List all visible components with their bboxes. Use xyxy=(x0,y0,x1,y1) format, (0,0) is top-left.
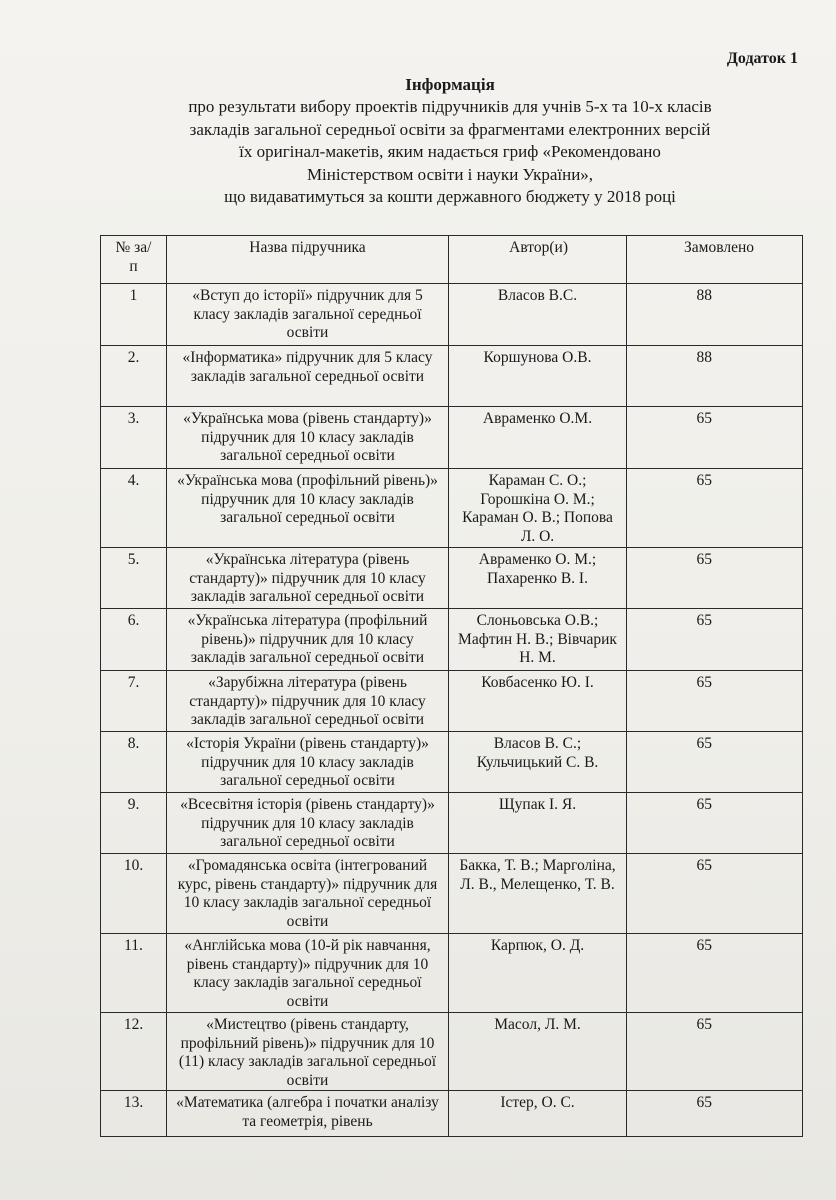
ordered-quantity: 65 xyxy=(627,934,803,1013)
textbook-authors: Карпюк, О. Д. xyxy=(449,934,627,1013)
textbook-title: «Всесвітня історія (рівень стандарту)» підручник для 10 класу закладів загальної середньої освіти xyxy=(167,793,449,854)
row-number: 11. xyxy=(101,934,167,1013)
textbook-title: «Українська мова (рівень стандарту)» підручник для 10 класу закладів загальної середньої освіти xyxy=(167,407,449,469)
ordered-quantity: 65 xyxy=(627,854,803,934)
row-number: 12. xyxy=(101,1013,167,1091)
textbook-title: «Зарубіжна література (рівень стандарту)» підручник для 10 класу закладів загальної середньої освіти xyxy=(167,671,449,732)
table-row xyxy=(101,469,803,548)
header-title: Назва підручника xyxy=(167,236,449,284)
textbook-title: «Інформатика» підручник для 5 класу закладів загальної середньої освіти xyxy=(167,346,449,407)
ordered-quantity: 65 xyxy=(627,548,803,609)
heading-line: закладів загальної середньої освіти за фрагментами електронних версій xyxy=(189,119,711,139)
table-row xyxy=(101,609,803,671)
textbook-authors: Масол, Л. М. xyxy=(449,1013,627,1091)
row-number: 9. xyxy=(101,793,167,854)
row-number: 2. xyxy=(101,346,167,407)
row-number: 6. xyxy=(101,609,167,671)
textbook-authors: Істер, О. С. xyxy=(449,1091,627,1137)
textbook-title: «Українська література (профільний рівень)» підручник для 10 класу закладів загальної середньої освіти xyxy=(167,609,449,671)
textbook-authors: Авраменко О.М. xyxy=(449,407,627,469)
textbook-title: «Математика (алгебра і початки аналізу та геометрія, рівень xyxy=(167,1091,449,1137)
table-row xyxy=(101,407,803,469)
textbook-title: «Українська література (рівень стандарту)» підручник для 10 класу закладів загальної середньої освіти xyxy=(167,548,449,609)
header-number: № за/п xyxy=(101,236,167,284)
ordered-quantity: 65 xyxy=(627,407,803,469)
heading-line: про результати вибору проектів підручників для учнів 5-х та 10-х класів xyxy=(188,97,712,117)
header-ordered: Замовлено xyxy=(627,236,803,284)
row-number: 10. xyxy=(101,854,167,934)
textbook-authors: Власов В. С.; Кульчицький С. В. xyxy=(449,732,627,793)
textbook-title: «Вступ до історії» підручник для 5 класу закладів загальної середньої освіти xyxy=(167,284,449,346)
ordered-quantity: 65 xyxy=(627,1013,803,1091)
ordered-quantity: 65 xyxy=(627,469,803,548)
row-number: 3. xyxy=(101,407,167,469)
table-row xyxy=(101,1013,803,1091)
heading-line: що видаватимуться за кошти державного бюджету у 2018 році xyxy=(224,187,676,207)
ordered-quantity: 88 xyxy=(627,284,803,346)
textbook-authors: Караман С. О.; Горошкіна О. М.; Караман О. В.; Попова Л. О. xyxy=(449,469,627,548)
textbook-title: «Мистецтво (рівень стандарту, профільний рівень)» підручник для 10 (11) класу закладів загальної середньої освіти xyxy=(167,1013,449,1091)
textbook-authors: Бакка, Т. В.; Марголіна, Л. В., Мелещенко, Т. В. xyxy=(449,854,627,934)
row-number: 5. xyxy=(101,548,167,609)
textbook-authors: Слоньовська О.В.; Мафтин Н. В.; Вівчарик Н. М. xyxy=(449,609,627,671)
textbook-title: «Англійська мова (10-й рік навчання, рівень стандарту)» підручник для 10 класу закладів загальної середньої освіти xyxy=(167,934,449,1013)
ordered-quantity: 65 xyxy=(627,793,803,854)
row-number: 4. xyxy=(101,469,167,548)
table-row xyxy=(101,1091,803,1137)
textbook-title: «Історія України (рівень стандарту)» підручник для 10 класу закладів загальної середньої освіти xyxy=(167,732,449,793)
table-row xyxy=(101,548,803,609)
ordered-quantity: 65 xyxy=(627,609,803,671)
table-row xyxy=(101,854,803,934)
document-title: Інформація xyxy=(405,75,495,94)
row-number: 7. xyxy=(101,671,167,732)
textbook-title: «Українська мова (профільний рівень)» підручник для 10 класу закладів загальної середньої освіти xyxy=(167,469,449,548)
table-row xyxy=(101,284,803,346)
row-number: 1 xyxy=(101,284,167,346)
row-number: 8. xyxy=(101,732,167,793)
row-number: 13. xyxy=(101,1091,167,1137)
table-row xyxy=(101,346,803,407)
table-row xyxy=(101,934,803,1013)
textbooks-table xyxy=(100,235,803,1137)
textbook-authors: Щупак І. Я. xyxy=(449,793,627,854)
heading-line: їх оригінал-макетів, яким надається гриф «Рекомендовано xyxy=(239,142,661,162)
document-heading xyxy=(100,74,800,208)
ordered-quantity: 65 xyxy=(627,732,803,793)
textbook-authors: Ковбасенко Ю. І. xyxy=(449,671,627,732)
table-row xyxy=(101,671,803,732)
ordered-quantity: 65 xyxy=(627,671,803,732)
ordered-quantity: 65 xyxy=(627,1091,803,1137)
textbook-authors: Коршунова О.В. xyxy=(449,346,627,407)
addendum-label: Додаток 1 xyxy=(726,50,798,67)
table-row xyxy=(101,732,803,793)
textbook-title: «Громадянська освіта (інтегрований курс, рівень стандарту)» підручник для 10 класу закладів загальної середньої освіти xyxy=(167,854,449,934)
header-authors: Автор(и) xyxy=(449,236,627,284)
textbook-authors: Власов В.С. xyxy=(449,284,627,346)
table-row xyxy=(101,793,803,854)
textbook-authors: Авраменко О. М.; Пахаренко В. І. xyxy=(449,548,627,609)
ordered-quantity: 88 xyxy=(627,346,803,407)
table-header-row xyxy=(101,236,803,284)
heading-line: Міністерством освіти і науки України», xyxy=(306,164,594,184)
